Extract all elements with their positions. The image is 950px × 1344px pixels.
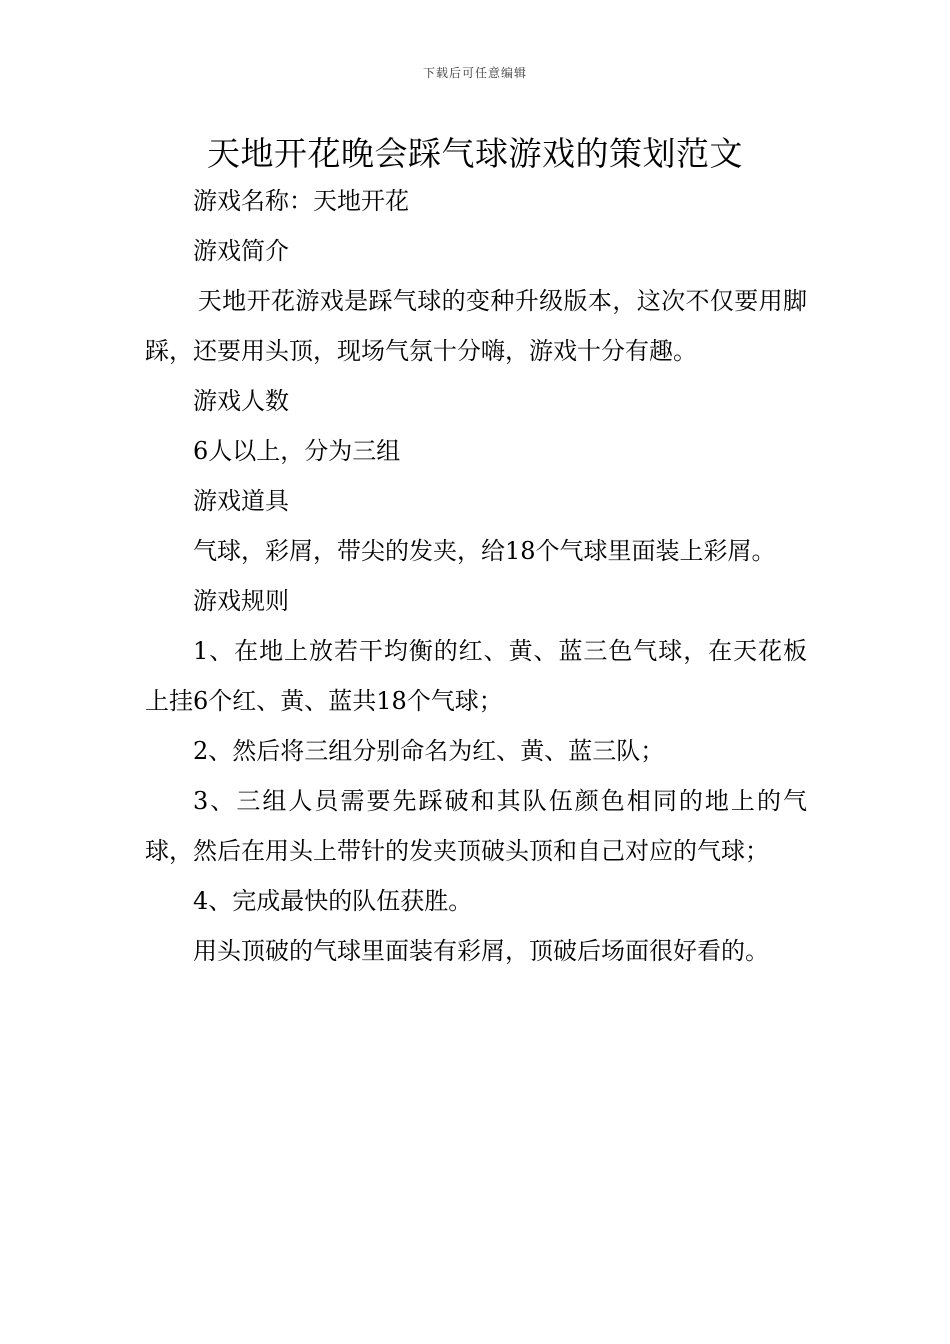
paragraph-rule-1: 1、在地上放若干均衡的红、黄、蓝三色气球，在天花板上挂6个红、黄、蓝共18个气球； [145, 637, 807, 715]
heading-player-count: 游戏人数 [193, 387, 289, 415]
heading-game-intro: 游戏简介 [193, 237, 289, 265]
header-note: 下载后可任意编辑 [422, 66, 527, 80]
paragraph-game-intro: 天地开花游戏是踩气球的变种升级版本，这次不仅要用脚踩，还要用头顶，现场气氛十分嗨，游戏十分有趣。 [145, 287, 807, 365]
document-title: 天地开花晚会踩气球游戏的策划范文 [207, 134, 743, 173]
document-body [145, 176, 807, 976]
paragraph-game-name: 游戏名称：天地开花 [193, 187, 409, 215]
paragraph-closing: 用头顶破的气球里面装有彩屑，顶破后场面很好看的。 [193, 937, 769, 965]
paragraph-rule-3: 3、三组人员需要先踩破和其队伍颜色相同的地上的气球，然后在用头上带针的发夹顶破头顶和自己对应的气球； [145, 787, 807, 865]
heading-game-props: 游戏道具 [193, 487, 289, 515]
paragraph-rule-4: 4、完成最快的队伍获胜。 [193, 887, 473, 915]
paragraph-game-props: 气球，彩屑，带尖的发夹，给18个气球里面装上彩屑。 [193, 537, 776, 565]
paragraph-player-count: 6人以上，分为三组 [193, 437, 401, 465]
paragraph-rule-2: 2、然后将三组分别命名为红、黄、蓝三队； [193, 737, 665, 765]
heading-game-rules: 游戏规则 [193, 587, 289, 615]
